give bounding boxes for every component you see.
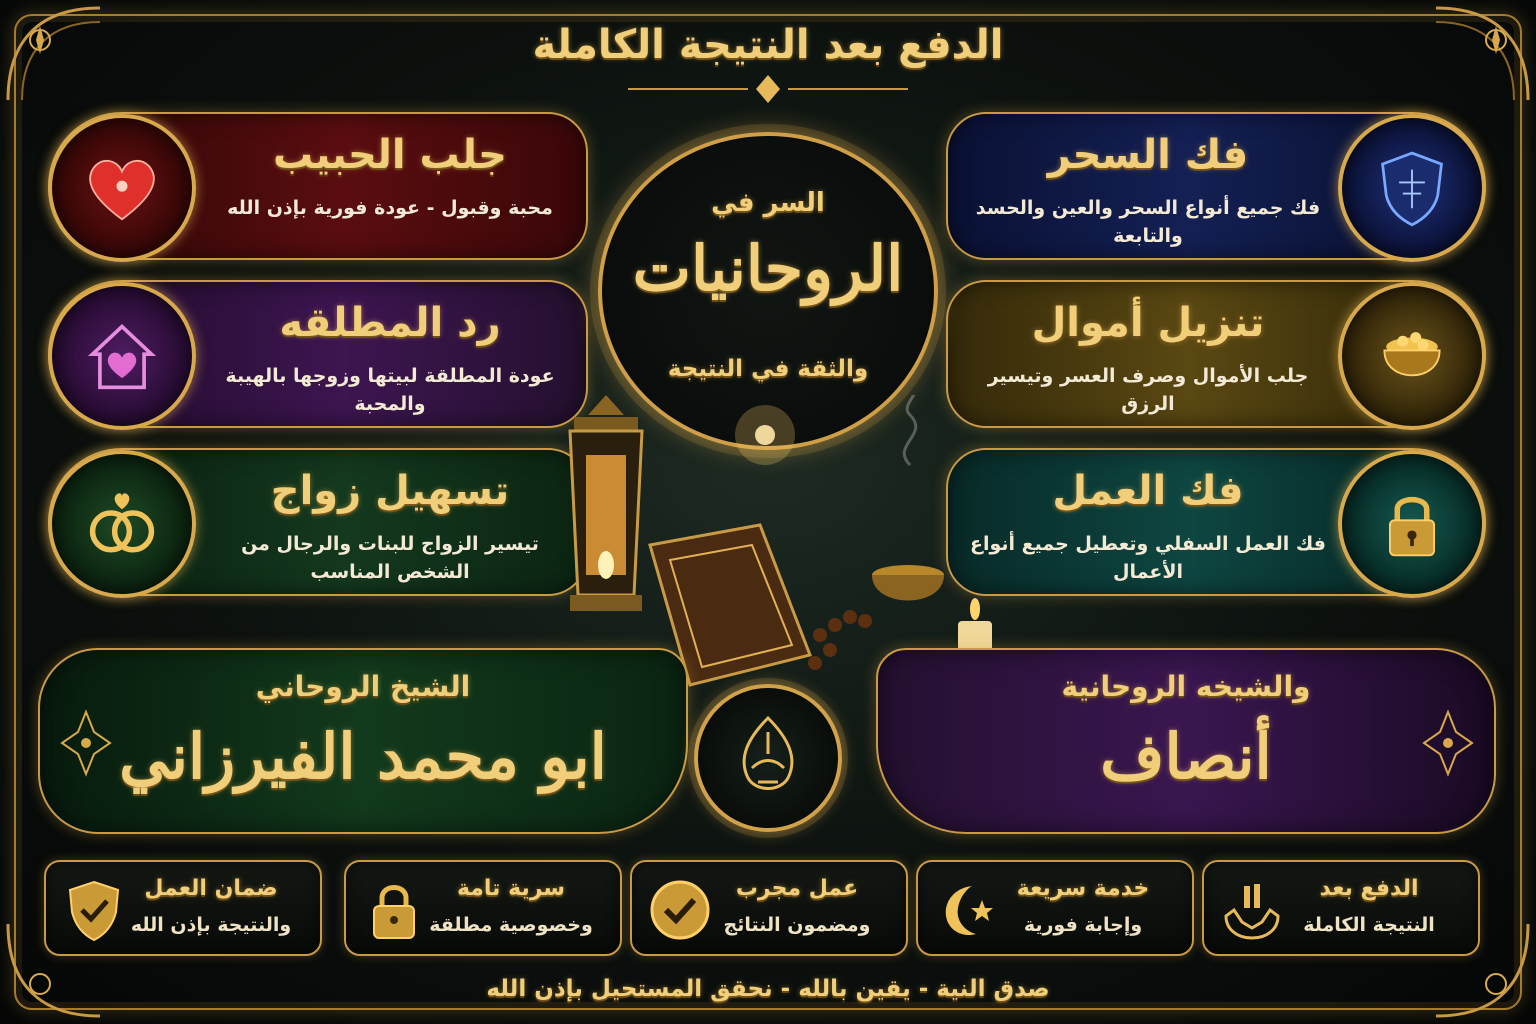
feature-title: سرية تامة	[456, 876, 566, 901]
center-small-text: السر في	[711, 188, 825, 218]
feature-subtitle: وإجابة فورية	[1023, 914, 1143, 936]
feature-guarantee	[44, 860, 322, 956]
service-panel-love[interactable]	[48, 112, 588, 260]
feature-fast-service	[916, 860, 1194, 956]
feature-title: الدفع بعد	[1319, 876, 1419, 901]
service-title: تنزيل أموال	[1031, 300, 1265, 346]
feature-subtitle: ومضمون النتائج	[723, 914, 871, 936]
service-description: تيسير الزواج للبنات والرجال من الشخص المناسب	[241, 533, 539, 583]
feature-proven-work	[630, 860, 908, 956]
service-panel-money[interactable]	[946, 280, 1486, 428]
rings-icon	[48, 450, 196, 598]
sheikha-name-banner	[876, 648, 1496, 834]
service-panel-divorcee[interactable]	[48, 280, 588, 428]
feature-payment-after	[1202, 860, 1480, 956]
service-title: تسهيل زواج	[270, 468, 510, 514]
gold-pot-icon	[1338, 282, 1486, 430]
service-title: جلب الحبيب	[273, 132, 507, 178]
sheikha-label: والشيخه الروحانية	[1061, 670, 1311, 703]
divider-ornament-icon	[618, 72, 918, 106]
feature-title: عمل مجرب	[735, 876, 859, 901]
feature-title: خدمة سريعة	[1016, 876, 1150, 901]
service-description: محبة وقبول - عودة فورية بإذن الله	[227, 197, 553, 219]
house-heart-icon	[48, 282, 196, 430]
prayer-beads-icon	[808, 610, 872, 670]
center-calligraphy: الروحانيات	[632, 232, 904, 305]
candle-icon	[958, 598, 992, 651]
padlock-chain-icon	[1338, 450, 1486, 598]
service-description: فك جميع أنواع السحر والعين والحسد والتابعة	[975, 197, 1321, 247]
service-title: فك العمل	[1052, 468, 1244, 514]
heart-icon	[48, 114, 196, 262]
feature-subtitle: وخصوصية مطلقة	[429, 914, 593, 936]
feature-title: ضمان العمل	[144, 876, 278, 901]
footer-slogan: صدق النية - يقين بالله - نحقق المستحيل بإذن الله	[486, 976, 1050, 1002]
sheikha-name: أنصاف	[1100, 720, 1272, 793]
feature-subtitle: والنتيجة بإذن الله	[130, 914, 292, 936]
sheikh-name: ابو محمد الفيرزاني	[119, 720, 607, 793]
incense-bowl-icon	[872, 395, 944, 601]
sheikh-label: الشيخ الروحاني	[255, 670, 471, 703]
shield-icon	[1338, 114, 1486, 262]
service-title: فك السحر	[1047, 132, 1249, 178]
service-title: رد المطلقه	[279, 300, 501, 346]
service-description: فك العمل السفلي وتعطيل جميع أنواع الأعمال	[969, 533, 1327, 583]
feature-subtitle: النتيجة الكاملة	[1303, 914, 1435, 936]
center-subtitle: والثقة في النتيجة	[667, 356, 869, 382]
service-panel-break-magic[interactable]	[946, 112, 1486, 260]
sheikh-name-banner	[38, 648, 688, 834]
service-description: عودة المطلقة لبيتها وزوجها بالهيبة والمحبة	[225, 365, 555, 415]
service-panel-marriage[interactable]	[48, 448, 588, 596]
calligraphy-seal-icon	[694, 684, 842, 832]
page-title: الدفع بعد النتيجة الكاملة	[532, 22, 1004, 68]
feature-privacy	[344, 860, 622, 956]
service-panel-break-spell[interactable]	[946, 448, 1486, 596]
lantern-icon	[570, 395, 642, 611]
service-description: جلب الأموال وصرف العسر وتيسير الرزق	[987, 365, 1309, 415]
